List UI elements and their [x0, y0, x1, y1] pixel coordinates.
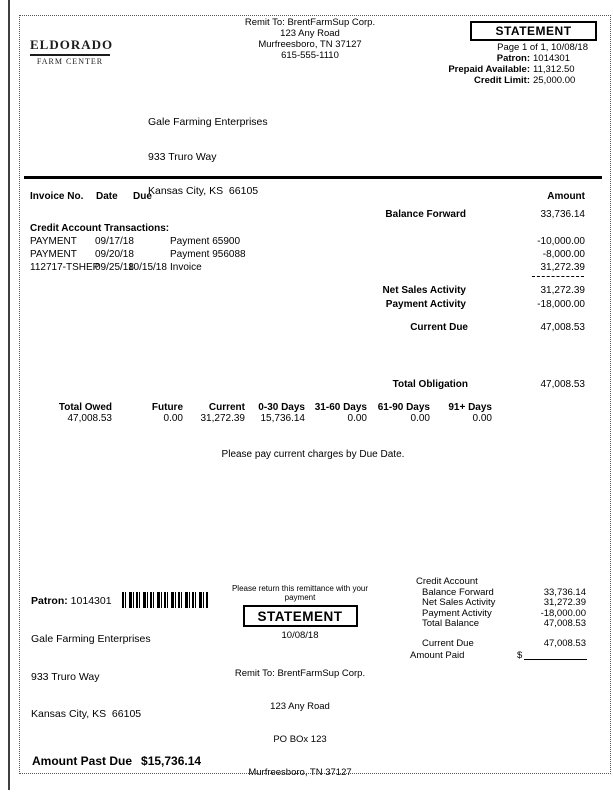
remit-to-line: Remit To: BrentFarmSup Corp. — [234, 668, 366, 679]
transactions-group-heading: Credit Account Transactions: — [30, 223, 170, 234]
remit-to-line: Murfreesboro, TN 37127 — [248, 767, 352, 778]
remittance-address-line: Gale Farming Enterprises — [31, 633, 151, 645]
current-due-label: Current Due — [410, 322, 468, 333]
column-header-invoice-no: Invoice No. — [30, 191, 84, 202]
transaction-description: Payment 956088 — [170, 249, 246, 260]
aging-header-61-90: 61-90 Days — [377, 402, 430, 413]
transaction-amount: 31,272.39 — [540, 262, 585, 273]
transaction-amount: -10,000.00 — [537, 236, 585, 247]
transaction-date: 09/20/18 — [95, 249, 134, 260]
subtotal-rule — [532, 276, 584, 277]
column-header-date: Date — [96, 191, 118, 202]
transaction-amount: -8,000.00 — [542, 249, 585, 260]
currency-symbol: $ — [517, 650, 523, 661]
company-logo-name: ELDORADO — [30, 37, 110, 56]
patron-label: Patron: — [496, 53, 530, 64]
transaction-description: Invoice — [170, 262, 202, 273]
transaction-invoice-no: PAYMENT — [30, 236, 77, 247]
column-header-due: Due — [133, 191, 152, 202]
remittance-statement-date: 10/08/18 — [281, 630, 319, 641]
payment-activity-amount: -18,000.00 — [537, 299, 585, 310]
barcode — [122, 592, 208, 608]
customer-address-block — [148, 94, 268, 209]
aging-value-0-30: 15,736.14 — [260, 413, 305, 424]
payment-activity-label: Payment Activity — [385, 299, 466, 310]
aging-header-91-plus: 91+ Days — [448, 402, 492, 413]
company-logo — [30, 37, 114, 66]
header-divider — [24, 176, 602, 179]
amount-paid-entry-line — [524, 659, 587, 660]
amount-paid-label: Amount Paid — [410, 650, 465, 661]
summary-net-sales-amount: 31,272.39 — [543, 597, 586, 608]
aging-value-future: 0.00 — [163, 413, 183, 424]
summary-total-balance-amount: 47,008.53 — [543, 618, 586, 629]
aging-header-31-60: 31-60 Days — [314, 402, 367, 413]
remittance-patron-line — [31, 596, 112, 607]
company-logo-tagline: FARM CENTER — [36, 57, 104, 66]
net-sales-activity-amount: 31,272.39 — [540, 285, 585, 296]
aging-value-current: 31,272.39 — [200, 413, 245, 424]
page-edge-line — [8, 0, 10, 790]
prepaid-available-row — [350, 64, 588, 75]
aging-header-0-30: 0-30 Days — [258, 402, 305, 413]
remit-to-line: Murfreesboro, TN 37127 — [258, 39, 362, 50]
transaction-invoice-no: PAYMENT — [30, 249, 77, 260]
patron-value: 1014301 — [533, 53, 570, 64]
balance-forward-label: Balance Forward — [385, 209, 466, 220]
summary-balance-forward-label: Balance Forward — [422, 587, 494, 598]
remit-to-line: PO BOx 123 — [273, 734, 327, 745]
payment-notice: Please pay current charges by Due Date. — [221, 449, 405, 460]
statement-title-box — [470, 21, 597, 41]
remittance-center-block — [218, 584, 382, 800]
balance-forward-amount: 33,736.14 — [540, 209, 585, 220]
remit-to-line: Remit To: BrentFarmSup Corp. — [244, 17, 376, 28]
aging-value-total-owed: 47,008.53 — [67, 413, 112, 424]
customer-address-line: Kansas City, KS 66105 — [148, 185, 259, 197]
transaction-date: 09/17/18 — [95, 236, 134, 247]
aging-header-current: Current — [208, 402, 245, 413]
summary-net-sales-label: Net Sales Activity — [422, 597, 496, 608]
remittance-address-line: Kansas City, KS 66105 — [31, 708, 142, 720]
amount-past-due-label: Amount Past Due — [32, 754, 133, 768]
page-info: Page 1 of 1, 10/08/18 — [497, 42, 588, 53]
summary-current-due-amount: 47,008.53 — [543, 638, 586, 649]
aging-header-future: Future — [151, 402, 183, 413]
summary-total-balance-label: Total Balance — [422, 618, 480, 629]
aging-header-total-owed: Total Owed — [58, 402, 112, 413]
credit-limit-row — [350, 75, 588, 86]
amount-past-due — [32, 754, 201, 768]
current-due-amount: 47,008.53 — [540, 322, 585, 333]
aging-value-91-plus: 0.00 — [472, 413, 492, 424]
credit-account-heading: Credit Account — [416, 576, 478, 587]
remittance-address-line: 933 Truro Way — [31, 670, 100, 683]
patron-info-row — [350, 53, 588, 64]
amount-past-due-value: $15,736.14 — [141, 754, 202, 768]
aging-value-61-90: 0.00 — [410, 413, 430, 424]
remit-to-line: 123 Any Road — [270, 701, 330, 712]
return-note: Please return this remittance with your payment — [231, 584, 369, 602]
column-header-amount: Amount — [547, 191, 585, 202]
prepaid-available-value: 11,312.50 — [533, 64, 575, 75]
summary-payment-activity-label: Payment Activity — [422, 608, 492, 619]
summary-payment-activity-amount: -18,000.00 — [540, 608, 586, 619]
total-obligation-amount: 47,008.53 — [540, 379, 585, 390]
aging-value-31-60: 0.00 — [347, 413, 367, 424]
remittance-statement-box — [243, 605, 358, 627]
statement-title: STATEMENT — [495, 24, 572, 38]
transaction-due-date: 10/15/18 — [128, 262, 167, 273]
remittance-statement-title: STATEMENT — [257, 608, 343, 624]
prepaid-available-label: Prepaid Available: — [448, 64, 530, 75]
remit-to-line: 615-555-1110 — [281, 50, 339, 61]
transaction-date: 09/25/18 — [95, 262, 134, 273]
remit-to-line: 123 Any Road — [280, 28, 340, 39]
customer-address-line: 933 Truro Way — [148, 150, 217, 163]
total-obligation-label: Total Obligation — [392, 379, 468, 390]
customer-address-line: Gale Farming Enterprises — [148, 116, 268, 128]
transaction-description: Payment 65900 — [170, 236, 241, 247]
credit-limit-value: 25,000.00 — [533, 75, 576, 86]
net-sales-activity-label: Net Sales Activity — [382, 285, 466, 296]
remittance-customer-address — [31, 608, 151, 733]
credit-limit-label: Credit Limit: — [474, 75, 530, 86]
transaction-invoice-no: 112717-TSHEP — [30, 262, 100, 273]
remittance-remit-to-block — [218, 646, 382, 800]
summary-current-due-label: Current Due — [422, 638, 474, 649]
remittance-patron-number: 1014301 — [70, 595, 112, 607]
summary-balance-forward-amount: 33,736.14 — [543, 587, 586, 598]
remittance-patron-label: Patron: — [31, 595, 68, 607]
